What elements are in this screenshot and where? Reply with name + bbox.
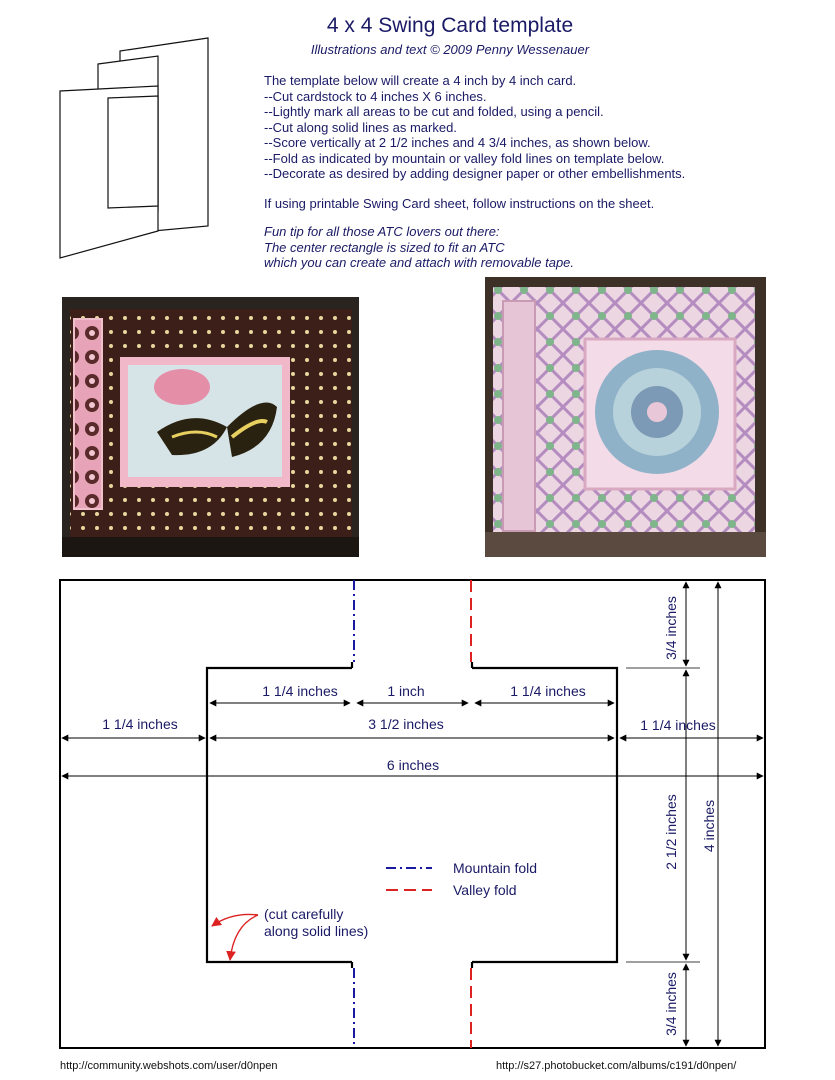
cut-note-line: (cut carefully: [264, 906, 344, 922]
dim-center-width: 3 1/2 inches: [368, 716, 444, 732]
card-outline: [60, 580, 765, 1048]
dim-total-width: 6 inches: [386, 757, 440, 773]
swing-card-illustration: [58, 36, 213, 261]
printable-note: If using printable Swing Card sheet, follow instructions on the sheet.: [264, 196, 655, 211]
swing-card-template-diagram: [0, 570, 835, 1055]
legend-mountain-fold: Mountain fold: [453, 860, 538, 876]
copyright-subtitle: Illustrations and text © 2009 Penny Wessenauer: [310, 42, 590, 57]
page-title: 4 x 4 Swing Card template: [326, 14, 574, 37]
dim-total-height: 4 inches: [701, 799, 717, 853]
floral-card-photo: [485, 277, 766, 557]
instruction-line: --Cut along solid lines as marked.: [264, 119, 457, 135]
dim-top-left: 1 1/4 inches: [262, 683, 338, 699]
tip-line: which you can create and attach with removable tape.: [264, 255, 575, 270]
tip-line: Fun tip for all those ATC lovers out there:: [264, 224, 500, 239]
cut-note-line: along solid lines): [264, 923, 369, 939]
cut-arrow-icon: [230, 915, 258, 960]
cut-arrow-icon: [212, 914, 258, 926]
dim-right-flap: 1 1/4 inches: [640, 717, 716, 733]
dim-center-height: 2 1/2 inches: [663, 794, 679, 870]
instruction-line: --Score vertically at 2 1/2 inches and 4 3/4 inches, as shown below.: [264, 135, 651, 150]
instruction-line: --Decorate as desired by adding designer paper or other embellishments.: [264, 166, 686, 181]
dim-left-flap: 1 1/4 inches: [102, 716, 178, 732]
tip-line: The center rectangle is sized to fit an ATC: [264, 239, 505, 255]
dim-bottom-margin: 3/4 inches: [663, 972, 679, 1036]
dim-top-right: 1 1/4 inches: [510, 683, 586, 699]
cut-line: [472, 668, 617, 962]
footer-right-url[interactable]: http://s27.photobucket.com/albums/c191/d0npen/: [496, 1060, 737, 1072]
fun-tip: [264, 224, 574, 271]
legend-valley-fold: Valley fold: [453, 882, 517, 898]
instruction-line: --Fold as indicated by mountain or valley fold lines on template below.: [264, 150, 665, 166]
instruction-line: --Cut cardstock to 4 inches X 6 inches.: [264, 88, 487, 104]
dim-top-middle: 1 inch: [387, 683, 425, 699]
instruction-line: The template below will create a 4 inch by 4 inch card.: [264, 73, 577, 88]
butterfly-card-photo: [62, 297, 359, 557]
instruction-line: --Lightly mark all areas to be cut and folded, using a pencil.: [264, 104, 604, 119]
instructions-list: [264, 73, 685, 182]
footer-left-url[interactable]: http://community.webshots.com/user/d0npen: [60, 1060, 278, 1072]
dim-top-margin: 3/4 inches: [663, 596, 679, 660]
